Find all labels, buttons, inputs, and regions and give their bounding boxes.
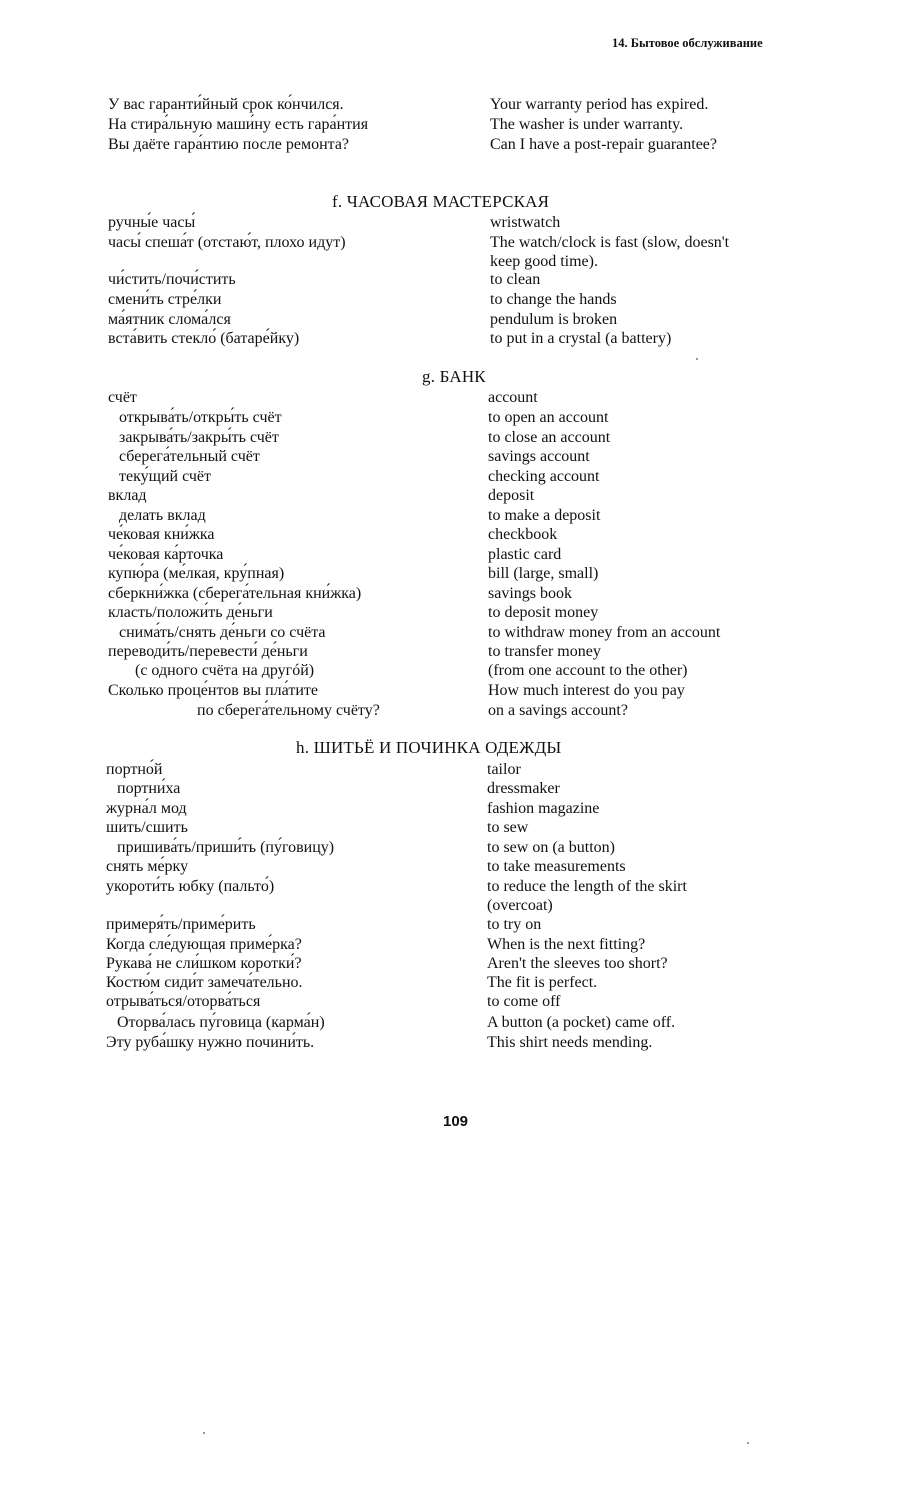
scan-speck: [696, 358, 698, 360]
bank-en-2: to open an account: [488, 409, 609, 426]
bank-ru-11: сберкни́жка (сберега́тельная кни́жка): [108, 585, 362, 602]
bank-ru-17: по сберега́тельному счёту?: [197, 702, 380, 719]
sewing-en-12: to come off: [487, 993, 561, 1010]
sewing-en-1: tailor: [487, 761, 521, 778]
sewing-ru-8: примеря́ть/приме́рить: [106, 916, 256, 933]
sewing-ru-11: Костю́м сиди́т замеча́тельно.: [106, 974, 303, 991]
sewing-ru-1: портно́й: [106, 761, 163, 778]
sewing-en-3: fashion magazine: [487, 800, 600, 817]
bank-ru-5: теку́щий счёт: [119, 468, 212, 485]
watch-ru-1: ручны́е часы́: [108, 214, 196, 231]
sewing-en-8: to try on: [487, 916, 542, 933]
bank-ru-6: вклад: [108, 487, 147, 504]
bank-ru-14: переводи́ть/перевести́ де́ньги: [108, 643, 308, 660]
watch-en-5: pendulum is broken: [490, 311, 618, 328]
bank-en-15: (from one account to the other): [488, 662, 688, 679]
sewing-ru-10: Рукава́ не сли́шком коротки́?: [106, 955, 302, 972]
warranty-en-2: The washer is under warranty.: [490, 116, 684, 133]
bank-ru-7: делать вклад: [119, 507, 206, 524]
bank-ru-3: закрыва́ть/закры́ть счёт: [119, 429, 279, 446]
sewing-en-11: The fit is perfect.: [487, 974, 598, 991]
bank-en-9: plastic card: [488, 546, 562, 563]
bank-en-7: to make a deposit: [488, 507, 601, 524]
sewing-ru-14: Эту руба́шку нужно почини́ть.: [106, 1034, 315, 1051]
bank-en-16: How much interest do you pay: [488, 682, 685, 699]
sewing-ru-4: шить/сшить: [106, 819, 188, 836]
warranty-en-1: Your warranty period has expired.: [490, 96, 709, 113]
watch-en-6: to put in a crystal (a battery): [490, 330, 672, 347]
warranty-en-3: Can I have a post-repair guarantee?: [490, 136, 717, 153]
running-head: 14. Бытовое обслуживание: [612, 36, 763, 50]
bank-ru-16: Сколько проце́нтов вы пла́тите: [108, 682, 318, 699]
watch-en-4: to change the hands: [490, 291, 617, 308]
sewing-en-5: to sew on (a button): [487, 839, 615, 856]
bank-en-12: to deposit money: [488, 604, 599, 621]
sewing-ru-5: пришива́ть/приши́ть (пу́говицу): [117, 839, 335, 856]
section-heading-bank: g. БАНК: [422, 367, 486, 386]
sewing-ru-12: отрыва́ться/оторва́ться: [106, 993, 261, 1010]
section-heading-sewing: h. ШИТЬЁ И ПОЧИНКА ОДЕЖДЫ: [296, 738, 562, 757]
bank-ru-9: че́ковая ка́рточка: [108, 546, 224, 563]
bank-ru-10: купю́ра (ме́лкая, кру́пная): [108, 565, 285, 582]
bank-en-17: on a savings account?: [488, 702, 628, 719]
scan-speck: [747, 1442, 749, 1444]
watch-ru-3: чи́стить/почи́стить: [108, 271, 236, 288]
bank-ru-2: открыва́ть/откры́ть счёт: [119, 409, 282, 426]
page-number: 109: [443, 1113, 469, 1130]
bank-en-6: deposit: [488, 487, 535, 504]
bank-en-8: checkbook: [488, 526, 558, 543]
bank-ru-1: счёт: [108, 389, 137, 406]
bank-ru-15: (с одного счёта на другóй): [135, 662, 315, 679]
bank-ru-4: сберега́тельный счёт: [119, 448, 260, 465]
sewing-en-7: to reduce the length of the skirt: [487, 878, 687, 895]
sewing-en-14: This shirt needs mending.: [487, 1034, 653, 1051]
sewing-ru-2: портни́ха: [117, 780, 181, 797]
bank-en-1: account: [488, 389, 538, 406]
warranty-ru-2: На стира́льную маши́ну есть гара́нтия: [108, 116, 369, 133]
sewing-en-13: A button (a pocket) came off.: [487, 1014, 676, 1031]
warranty-ru-1: У вас гаранти́йный срок ко́нчился.: [108, 96, 344, 113]
sewing-en-4: to sew: [487, 819, 529, 836]
bank-en-3: to close an account: [488, 429, 611, 446]
watch-ru-6: вста́вить стекло́ (батаре́йку): [108, 330, 300, 347]
watch-ru-2: часы́ спеша́т (отстаю́т, плохо идут): [108, 234, 346, 251]
sewing-ru-7: укороти́ть юбку (пальто́): [106, 878, 275, 895]
bank-en-11: savings book: [488, 585, 572, 602]
sewing-ru-3: журна́л мод: [106, 800, 187, 817]
watch-ru-5: ма́ятник слома́лся: [108, 311, 231, 328]
sewing-en-7-cont: (overcoat): [487, 897, 553, 914]
bank-en-5: checking account: [488, 468, 600, 485]
watch-en-1: wristwatch: [490, 214, 561, 231]
watch-en-2-cont: keep good time).: [490, 253, 598, 270]
sewing-ru-13: Оторва́лась пу́говица (карма́н): [117, 1014, 325, 1031]
scan-speck: [203, 1432, 205, 1434]
sewing-ru-9: Когда сле́дующая приме́рка?: [106, 936, 302, 953]
bank-ru-12: класть/положи́ть де́ньги: [108, 604, 273, 621]
section-heading-watch-repair: f. ЧАСОВАЯ МАСТЕРСКАЯ: [332, 192, 550, 211]
warranty-ru-3: Вы даёте гара́нтию после ремонта?: [108, 136, 350, 153]
sewing-en-6: to take measurements: [487, 858, 626, 875]
sewing-en-9: When is the next fitting?: [487, 936, 646, 953]
sewing-en-10: Aren't the sleeves too short?: [487, 955, 668, 972]
bank-ru-13: снима́ть/снять де́ньги со счёта: [119, 624, 326, 641]
bank-en-10: bill (large, small): [488, 565, 599, 582]
bank-ru-8: че́ковая кни́жка: [108, 526, 215, 543]
bank-en-14: to transfer money: [488, 643, 601, 660]
watch-en-2: The watch/clock is fast (slow, doesn't: [490, 234, 730, 251]
sewing-en-2: dressmaker: [487, 780, 560, 797]
watch-en-3: to clean: [490, 271, 541, 288]
watch-ru-4: смени́ть стре́лки: [108, 291, 222, 308]
bank-en-13: to withdraw money from an account: [488, 624, 721, 641]
bank-en-4: savings account: [488, 448, 590, 465]
sewing-ru-6: снять ме́рку: [106, 858, 189, 875]
